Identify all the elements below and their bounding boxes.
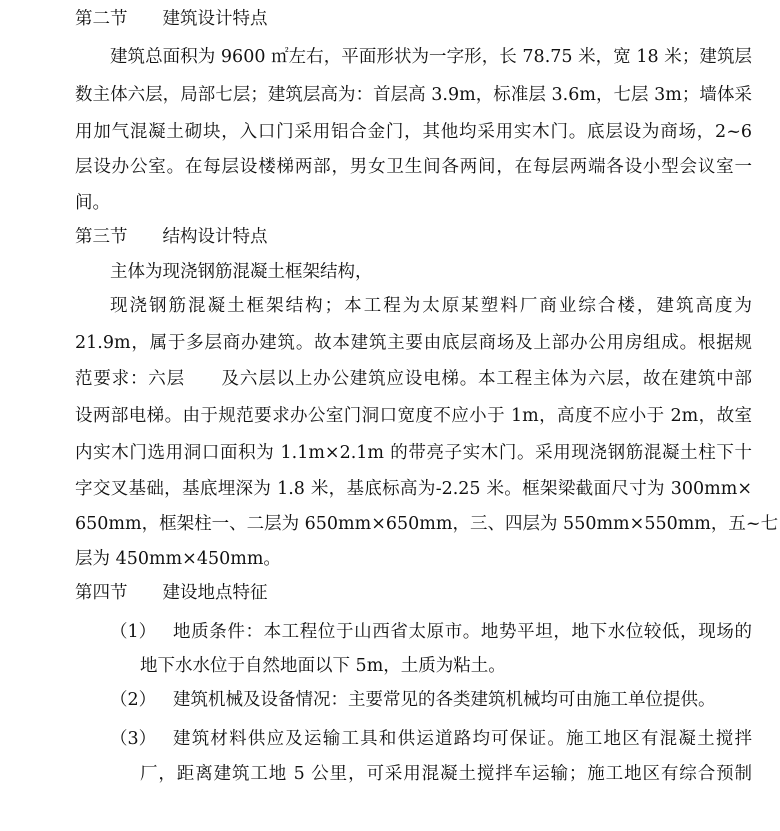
list-item-number: （2） <box>110 690 157 710</box>
list-item-number: （1） <box>110 622 157 642</box>
paragraph-line: 主体为现浇钢筋混凝土框架结构， <box>110 262 373 282</box>
list-item-text: 厂，距离建筑工地 5 公里，可采用混凝土搅拌车运输；施工地区有综合预制 <box>140 764 752 784</box>
paragraph-line: 层设办公室。在每层设楼梯两部，男女卫生间各两间，在每层两端各设小型会议室一 <box>75 157 752 177</box>
paragraph-line: 现浇钢筋混凝土框架结构；本工程为太原某塑料厂商业综合楼，建筑高度为 <box>110 296 752 316</box>
list-item-text: 建筑材料供应及运输工具和供运道路均可保证。施工地区有混凝土搅拌 <box>173 729 752 749</box>
paragraph-line: 间。 <box>75 193 110 213</box>
paragraph-line: 数主体六层，局部七层；建筑层高为：首层高 3.9m，标准层 3.6m，七层 3m；墙体采 <box>75 85 752 105</box>
section-3-heading: 第三节 结构设计特点 <box>75 227 268 247</box>
paragraph-line: 21.9m，属于多层商办建筑。故本建筑主要由底层商场及上部办公用房组成。根据规 <box>75 333 752 353</box>
paragraph-line: 内实木门选用洞口面积为 1.1m×2.1m 的带亮子实木门。采用现浇钢筋混凝土柱下十 <box>75 443 752 463</box>
paragraph-line: 范要求：六层 及六层以上办公建筑应设电梯。本工程主体为六层，故在建筑中部 <box>75 369 752 389</box>
paragraph-line: 字交叉基础，基底埋深为 1.8 米，基底标高为-2.25 米。框架梁截面尺寸为 300mm× <box>75 479 752 499</box>
list-item-text: 建筑机械及设备情况：主要常见的各类建筑机械均可由施工单位提供。 <box>173 690 716 710</box>
list-item-number: （3） <box>110 729 157 749</box>
paragraph-line: 650mm，框架柱一、二层为 650mm×650mm，三、四层为 550mm×550mm，五~七 <box>75 514 779 534</box>
paragraph-line: 用加气混凝土砌块，入口门采用铝合金门，其他均采用实木门。底层设为商场，2~6 <box>75 122 752 142</box>
paragraph-line: 建筑总面积为 9600 ㎡左右，平面形状为一字形，长 78.75 米，宽 18 米；建筑层 <box>110 47 752 67</box>
paragraph-line: 层为 450mm×450mm。 <box>75 549 281 569</box>
list-item-text: 地下水水位于自然地面以下 5m，土质为粘土。 <box>140 656 506 676</box>
paragraph-line: 设两部电梯。由于规范要求办公室门洞口宽度不应小于 1m，高度不应小于 2m，故室 <box>75 406 752 426</box>
list-item-text: 地质条件：本工程位于山西省太原市。地势平坦，地下水位较低，现场的 <box>173 622 752 642</box>
section-4-heading: 第四节 建设地点特征 <box>75 583 268 603</box>
section-2-heading: 第二节 建筑设计特点 <box>75 9 268 29</box>
